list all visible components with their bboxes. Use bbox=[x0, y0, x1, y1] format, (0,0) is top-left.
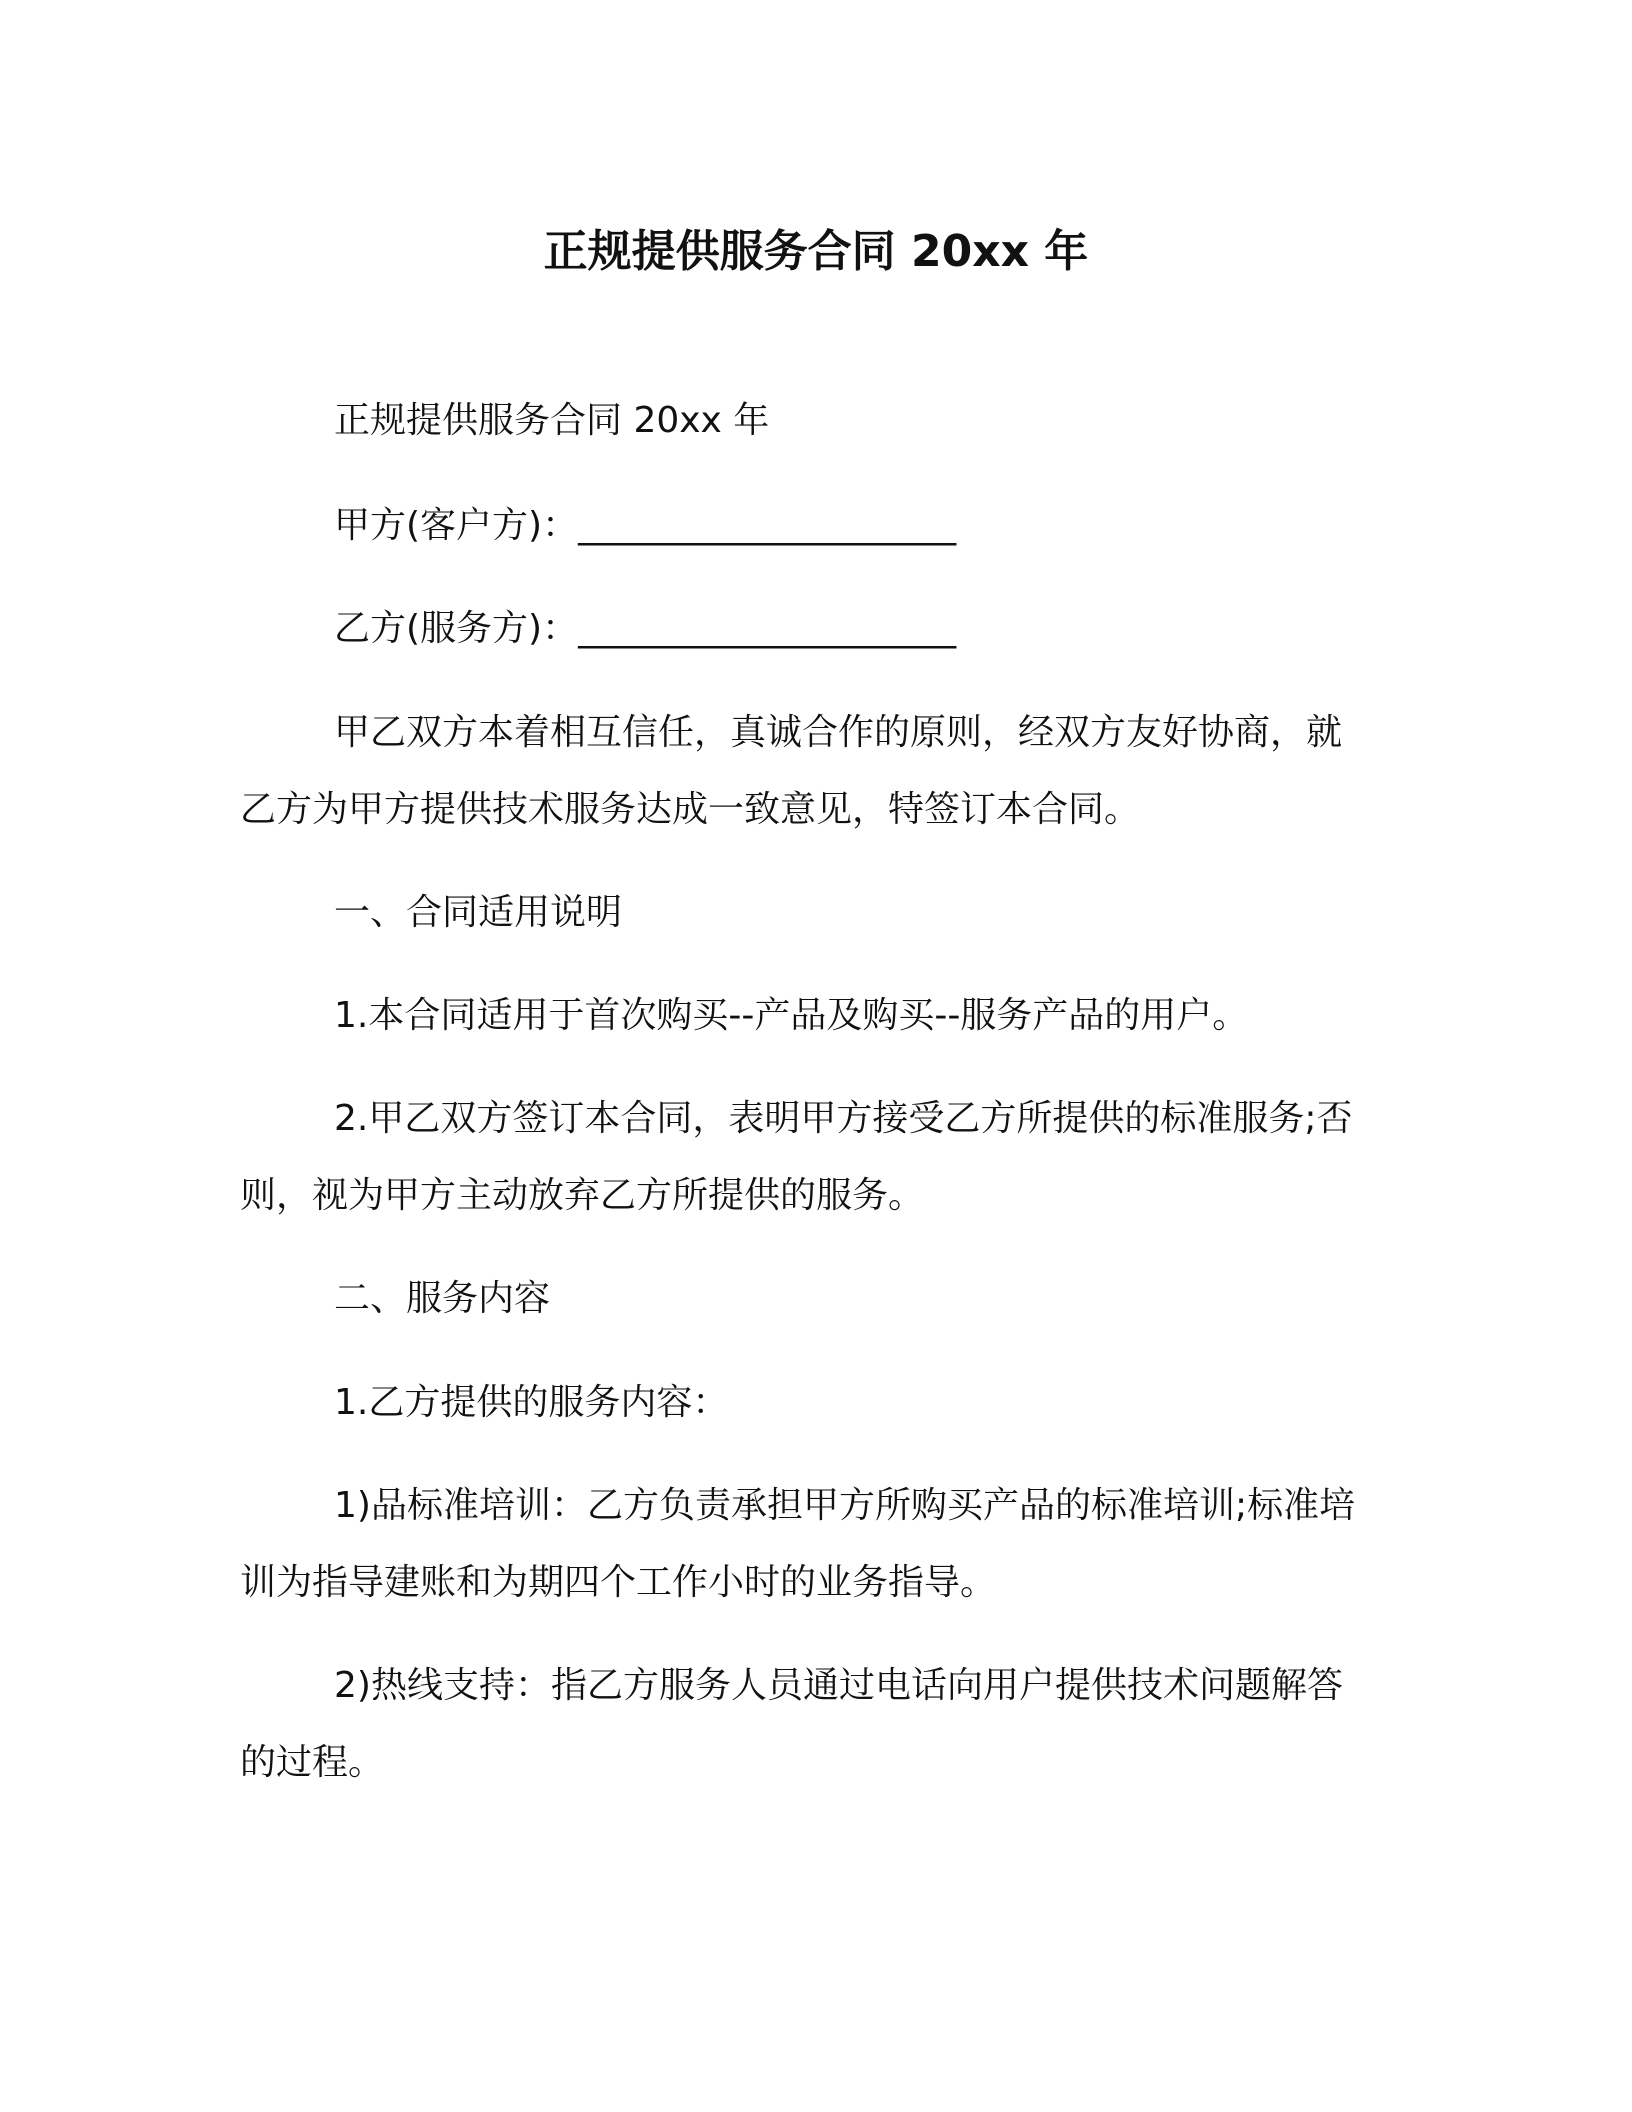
section-2-sub-2-line-1: 2)热线支持：指乙方服务人员通过电话向用户提供技术问题解答 bbox=[334, 1665, 1343, 1706]
preamble-line-2: 乙方为甲方提供技术服务达成一致意见，特签订本合同。 bbox=[240, 789, 1141, 830]
section-1-item-2-line-1: 2.甲乙双方签订本合同，表明甲方接受乙方所提供的标准服务;否 bbox=[334, 1098, 1353, 1139]
section-2-sub-1-line-1: 1)品标准培训：乙方负责承担甲方所购买产品的标准培训;标准培 bbox=[334, 1485, 1356, 1526]
document-title: 正规提供服务合同 20xx 年 bbox=[543, 226, 1089, 277]
section-1-item-2-line-2: 则，视为甲方主动放弃乙方所提供的服务。 bbox=[240, 1175, 925, 1216]
section-2-heading: 二、服务内容 bbox=[334, 1278, 551, 1319]
section-2-item-1: 1.乙方提供的服务内容： bbox=[334, 1382, 729, 1423]
contract-subtitle: 正规提供服务合同 20xx 年 bbox=[334, 400, 770, 441]
party-b-field: 乙方(服务方)：_____________________ bbox=[334, 608, 957, 649]
section-1-item-1: 1.本合同适用于首次购买--产品及购买--服务产品的用户。 bbox=[334, 995, 1249, 1036]
party-a-field: 甲方(客户方)：_____________________ bbox=[334, 505, 957, 546]
preamble-line-1: 甲乙双方本着相互信任，真诚合作的原则，经双方友好协商，就 bbox=[334, 712, 1343, 753]
section-2-sub-1-line-2: 训为指导建账和为期四个工作小时的业务指导。 bbox=[240, 1562, 997, 1603]
section-1-heading: 一、合同适用说明 bbox=[334, 892, 623, 933]
section-2-sub-2-line-2: 的过程。 bbox=[240, 1742, 385, 1783]
